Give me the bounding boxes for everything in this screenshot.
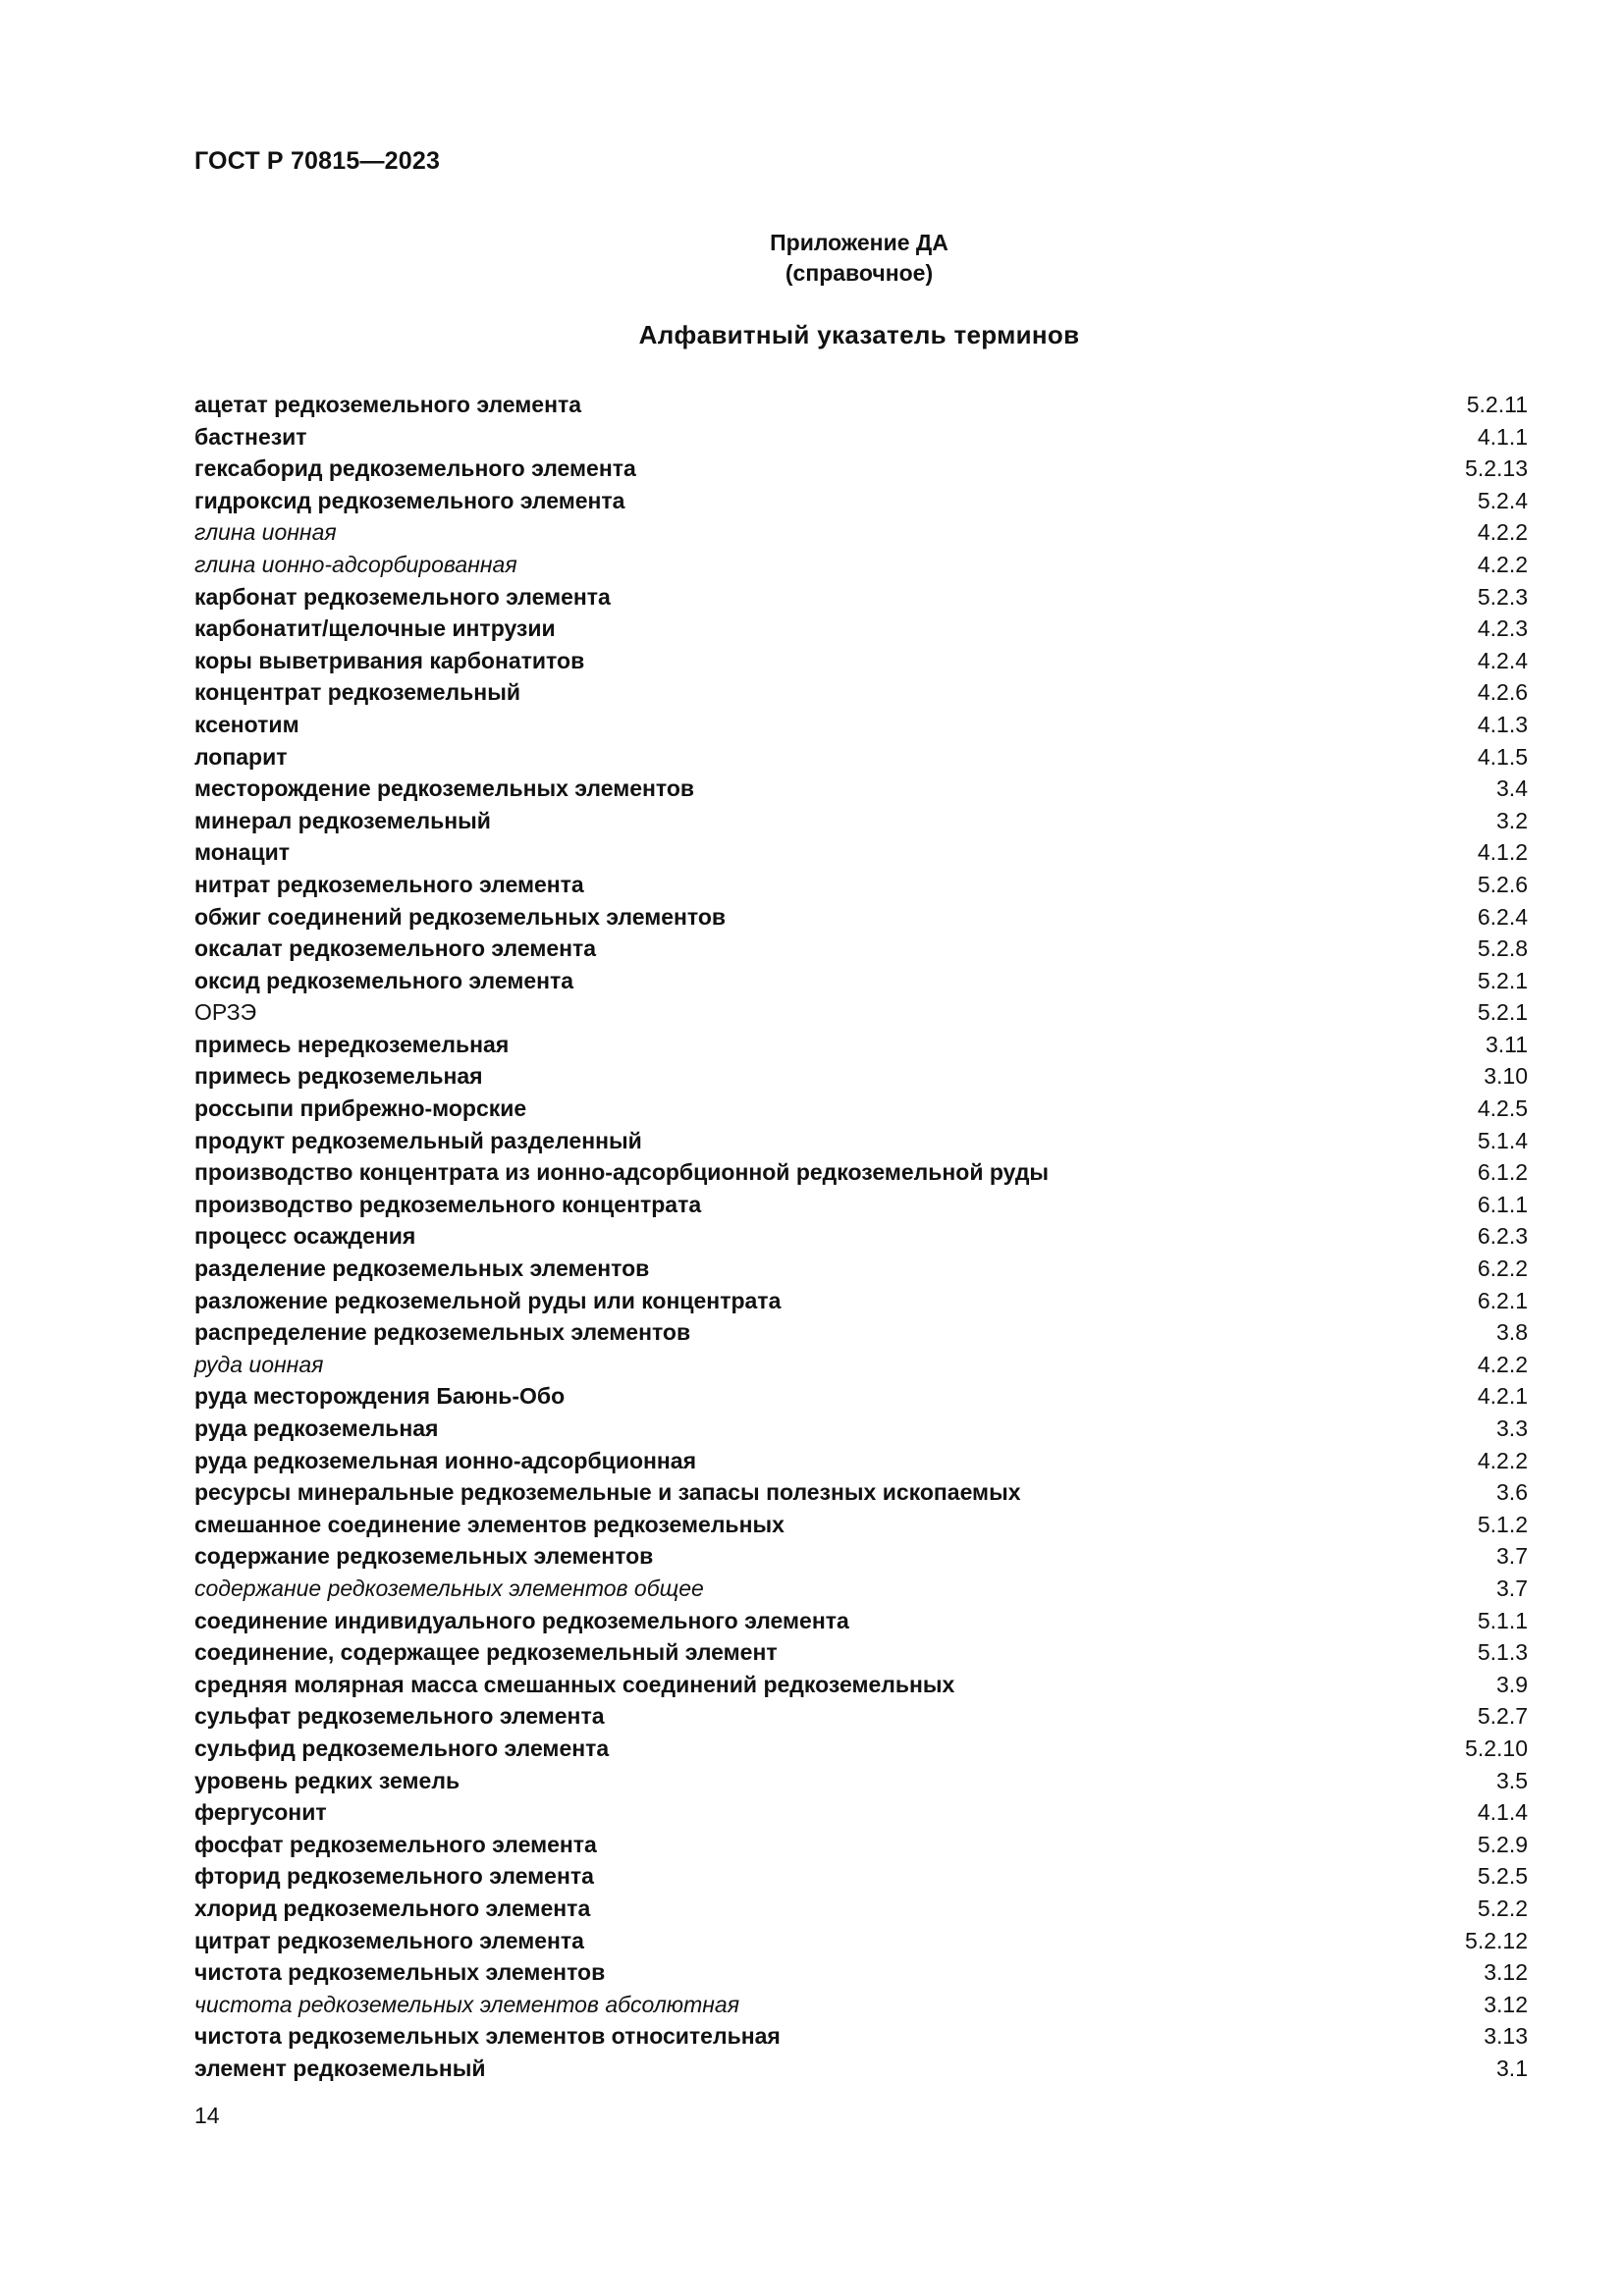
index-term: чистота редкоземельных элементов относительная — [194, 2023, 781, 2050]
index-term: соединение, содержащее редкоземельный элемент — [194, 1639, 778, 1666]
index-reference: 6.2.4 — [1477, 903, 1528, 930]
index-term: соединение индивидуального редкоземельного элемента — [194, 1607, 849, 1633]
annex-type: (справочное) — [785, 260, 934, 286]
index-entry — [194, 869, 1528, 901]
index-entry — [194, 1860, 1528, 1893]
index-reference: 3.5 — [1496, 1767, 1528, 1793]
index-term: россыпи прибрежно-морские — [194, 1095, 527, 1122]
index-entry — [194, 1093, 1528, 1125]
index-term: распределение редкоземельных элементов — [194, 1319, 691, 1346]
index-term: нитрат редкоземельного элемента — [194, 871, 584, 897]
index-entry — [194, 453, 1528, 485]
index-term: сульфат редкоземельного элемента — [194, 1703, 605, 1730]
index-term: сульфид редкоземельного элемента — [194, 1735, 610, 1761]
index-reference: 3.4 — [1496, 775, 1528, 802]
index-term: цитрат редкоземельного элемента — [194, 1927, 584, 1953]
index-term: смешанное соединение элементов редкоземельных — [194, 1511, 785, 1537]
index-term: оксалат редкоземельного элемента — [194, 935, 597, 962]
index-term: чистота редкоземельных элементов — [194, 1959, 606, 1986]
index-entry — [194, 1925, 1528, 1957]
index-reference: 5.2.1 — [1477, 999, 1528, 1026]
index-reference: 3.8 — [1496, 1319, 1528, 1346]
index-term: примесь нередкоземельная — [194, 1031, 510, 1057]
index-term: разделение редкоземельных элементов — [194, 1255, 650, 1282]
index-reference: 5.2.10 — [1465, 1735, 1528, 1761]
index-entry — [194, 901, 1528, 934]
index-reference: 5.2.11 — [1466, 392, 1528, 417]
index-reference: 6.2.3 — [1477, 1223, 1528, 1250]
index-term: примесь редкоземельная — [194, 1063, 483, 1090]
index-term: глина ионно-адсорбированная — [194, 551, 517, 577]
index-reference: 3.7 — [1496, 1543, 1528, 1570]
index-reference: 6.1.1 — [1477, 1191, 1528, 1217]
index-reference: 5.2.5 — [1477, 1863, 1528, 1890]
index-term: ксенотим — [194, 711, 299, 737]
index-reference: 4.2.6 — [1477, 679, 1528, 706]
index-term: коры выветривания карбонатитов — [194, 647, 585, 673]
index-term: производство концентрата из ионно-адсорбционной редкоземельной руды — [194, 1159, 1050, 1186]
index-reference: 5.2.6 — [1477, 871, 1528, 897]
index-term: ацетат редкоземельного элемента — [194, 392, 582, 417]
index-entry — [194, 1893, 1528, 1925]
index-reference: 5.2.9 — [1477, 1831, 1528, 1857]
annex-heading — [0, 228, 1624, 289]
index-reference: 3.6 — [1496, 1479, 1528, 1506]
index-entry — [194, 1189, 1528, 1221]
index-reference: 3.12 — [1484, 1959, 1528, 1986]
index-reference: 6.2.2 — [1477, 1255, 1528, 1282]
index-term: содержание редкоземельных элементов — [194, 1543, 654, 1570]
index-entry — [194, 516, 1528, 549]
index-reference: 4.2.2 — [1477, 519, 1528, 546]
index-term: фторид редкоземельного элемента — [194, 1863, 594, 1890]
index-entry — [194, 773, 1528, 805]
index-reference: 3.1 — [1496, 2055, 1528, 2081]
index-term: фергусонит — [194, 1799, 327, 1826]
index-term: руда месторождения Баюнь-Обо — [194, 1383, 566, 1410]
index-entry — [194, 1796, 1528, 1829]
index-reference: 3.9 — [1496, 1671, 1528, 1697]
index-reference: 4.2.3 — [1477, 615, 1528, 642]
index-term: глина ионная — [194, 519, 337, 546]
index-entry — [194, 2053, 1528, 2085]
index-reference: 5.2.7 — [1477, 1703, 1528, 1730]
index-entry — [194, 581, 1528, 614]
index-term: элемент редкоземельный — [194, 2055, 486, 2081]
index-reference: 5.2.12 — [1465, 1927, 1528, 1953]
index-entry — [194, 1285, 1528, 1317]
index-term: обжиг соединений редкоземельных элементов — [194, 903, 727, 930]
index-term: руда редкоземельная ионно-адсорбционная — [194, 1447, 696, 1473]
index-entry — [194, 1316, 1528, 1349]
index-entry — [194, 389, 1528, 421]
index-reference: 4.2.2 — [1477, 551, 1528, 577]
standard-designation: ГОСТ Р 70815—2023 — [194, 147, 441, 175]
index-term: карбонат редкоземельного элемента — [194, 583, 611, 610]
index-term: минерал редкоземельный — [194, 807, 491, 833]
index-term: монацит — [194, 839, 290, 866]
index-entry — [194, 1605, 1528, 1637]
index-entry — [194, 1956, 1528, 1989]
index-term: концентрат редкоземельный — [194, 679, 520, 706]
index-reference: 4.2.1 — [1477, 1383, 1528, 1410]
index-term: гексаборид редкоземельного элемента — [194, 455, 636, 482]
index-entry — [194, 2020, 1528, 2053]
index-term: разложение редкоземельной руды или концентрата — [194, 1287, 782, 1313]
index-term: уровень редких земель — [194, 1767, 460, 1793]
index-title: Алфавитный указатель терминов — [638, 320, 1080, 349]
index-entry — [194, 1636, 1528, 1669]
index-reference: 4.1.4 — [1477, 1799, 1528, 1826]
index-entry — [194, 421, 1528, 454]
index-term: руда редкоземельная — [194, 1415, 439, 1441]
index-reference: 5.2.3 — [1477, 583, 1528, 610]
index-reference: 4.1.5 — [1477, 743, 1528, 770]
index-entry — [194, 965, 1528, 997]
index-entry — [194, 805, 1528, 837]
index-term: производство редкоземельного концентрата — [194, 1191, 702, 1217]
index-entry — [194, 485, 1528, 517]
index-term: гидроксид редкоземельного элемента — [194, 487, 625, 513]
index-reference: 3.12 — [1484, 1991, 1528, 2017]
index-entry — [194, 1989, 1528, 2021]
term-index-list — [194, 389, 1528, 2084]
index-term: содержание редкоземельных элементов общее — [194, 1575, 704, 1601]
index-reference: 4.2.2 — [1477, 1351, 1528, 1377]
index-reference: 3.3 — [1496, 1415, 1528, 1441]
index-reference: 4.1.3 — [1477, 711, 1528, 737]
index-entry — [194, 1445, 1528, 1477]
index-reference: 5.1.2 — [1477, 1511, 1528, 1537]
index-reference: 6.2.1 — [1477, 1287, 1528, 1313]
index-entry — [194, 933, 1528, 965]
index-entry — [194, 1060, 1528, 1093]
index-entry — [194, 613, 1528, 645]
index-reference: 6.1.2 — [1477, 1159, 1528, 1186]
index-term: процесс осаждения — [194, 1223, 416, 1250]
index-reference: 4.2.2 — [1477, 1447, 1528, 1473]
index-entry — [194, 1829, 1528, 1861]
index-term: месторождение редкоземельных элементов — [194, 775, 695, 802]
index-entry — [194, 1029, 1528, 1061]
index-term: ресурсы минеральные редкоземельные и запасы полезных ископаемых — [194, 1479, 1021, 1506]
index-term: хлорид редкоземельного элемента — [194, 1895, 591, 1921]
index-entry — [194, 1220, 1528, 1253]
index-entry — [194, 1413, 1528, 1445]
index-entry — [194, 836, 1528, 869]
index-reference: 3.2 — [1496, 807, 1528, 833]
index-term: бастнезит — [194, 423, 307, 450]
index-term: ОРЗЭ — [194, 999, 257, 1026]
index-entry — [194, 645, 1528, 677]
index-reference: 5.2.1 — [1477, 967, 1528, 993]
index-reference: 3.7 — [1496, 1575, 1528, 1601]
index-entry — [194, 1669, 1528, 1701]
annex-title: Приложение ДА — [770, 230, 948, 255]
index-reference: 4.2.5 — [1477, 1095, 1528, 1122]
index-reference: 3.13 — [1484, 2023, 1528, 2050]
index-reference: 5.1.1 — [1477, 1607, 1528, 1633]
index-reference: 4.1.1 — [1477, 423, 1528, 450]
index-term: оксид редкоземельного элемента — [194, 967, 574, 993]
index-term: фосфат редкоземельного элемента — [194, 1831, 597, 1857]
index-reference: 4.1.2 — [1477, 839, 1528, 866]
index-term: средняя молярная масса смешанных соединений редкоземельных — [194, 1671, 955, 1697]
index-entry — [194, 1573, 1528, 1605]
index-entry — [194, 741, 1528, 774]
index-term: руда ионная — [194, 1351, 324, 1377]
page-number: 14 — [194, 2103, 220, 2128]
index-entry — [194, 1765, 1528, 1797]
index-entry — [194, 1700, 1528, 1733]
index-entry — [194, 1540, 1528, 1573]
index-entry — [194, 676, 1528, 709]
index-reference: 3.11 — [1485, 1031, 1528, 1057]
index-entry — [194, 1156, 1528, 1189]
index-term: лопарит — [194, 743, 288, 770]
index-entry — [194, 709, 1528, 741]
index-entry — [194, 996, 1528, 1029]
index-entry — [194, 1733, 1528, 1765]
index-entry — [194, 1476, 1528, 1509]
index-reference: 5.2.8 — [1477, 935, 1528, 962]
index-term: продукт редкоземельный разделенный — [194, 1127, 642, 1153]
index-reference: 5.2.2 — [1477, 1895, 1528, 1921]
index-term: чистота редкоземельных элементов абсолютная — [194, 1991, 739, 2017]
index-entry — [194, 549, 1528, 581]
index-entry — [194, 1125, 1528, 1157]
index-reference: 5.2.4 — [1477, 487, 1528, 513]
index-entry — [194, 1253, 1528, 1285]
index-entry — [194, 1509, 1528, 1541]
index-reference: 3.10 — [1484, 1063, 1528, 1090]
index-reference: 4.2.4 — [1477, 647, 1528, 673]
index-term: карбонатит/щелочные интрузии — [194, 615, 556, 642]
index-entry — [194, 1380, 1528, 1413]
index-entry — [194, 1349, 1528, 1381]
index-reference: 5.1.3 — [1477, 1639, 1528, 1666]
index-reference: 5.1.4 — [1477, 1127, 1528, 1153]
index-reference: 5.2.13 — [1465, 455, 1528, 482]
